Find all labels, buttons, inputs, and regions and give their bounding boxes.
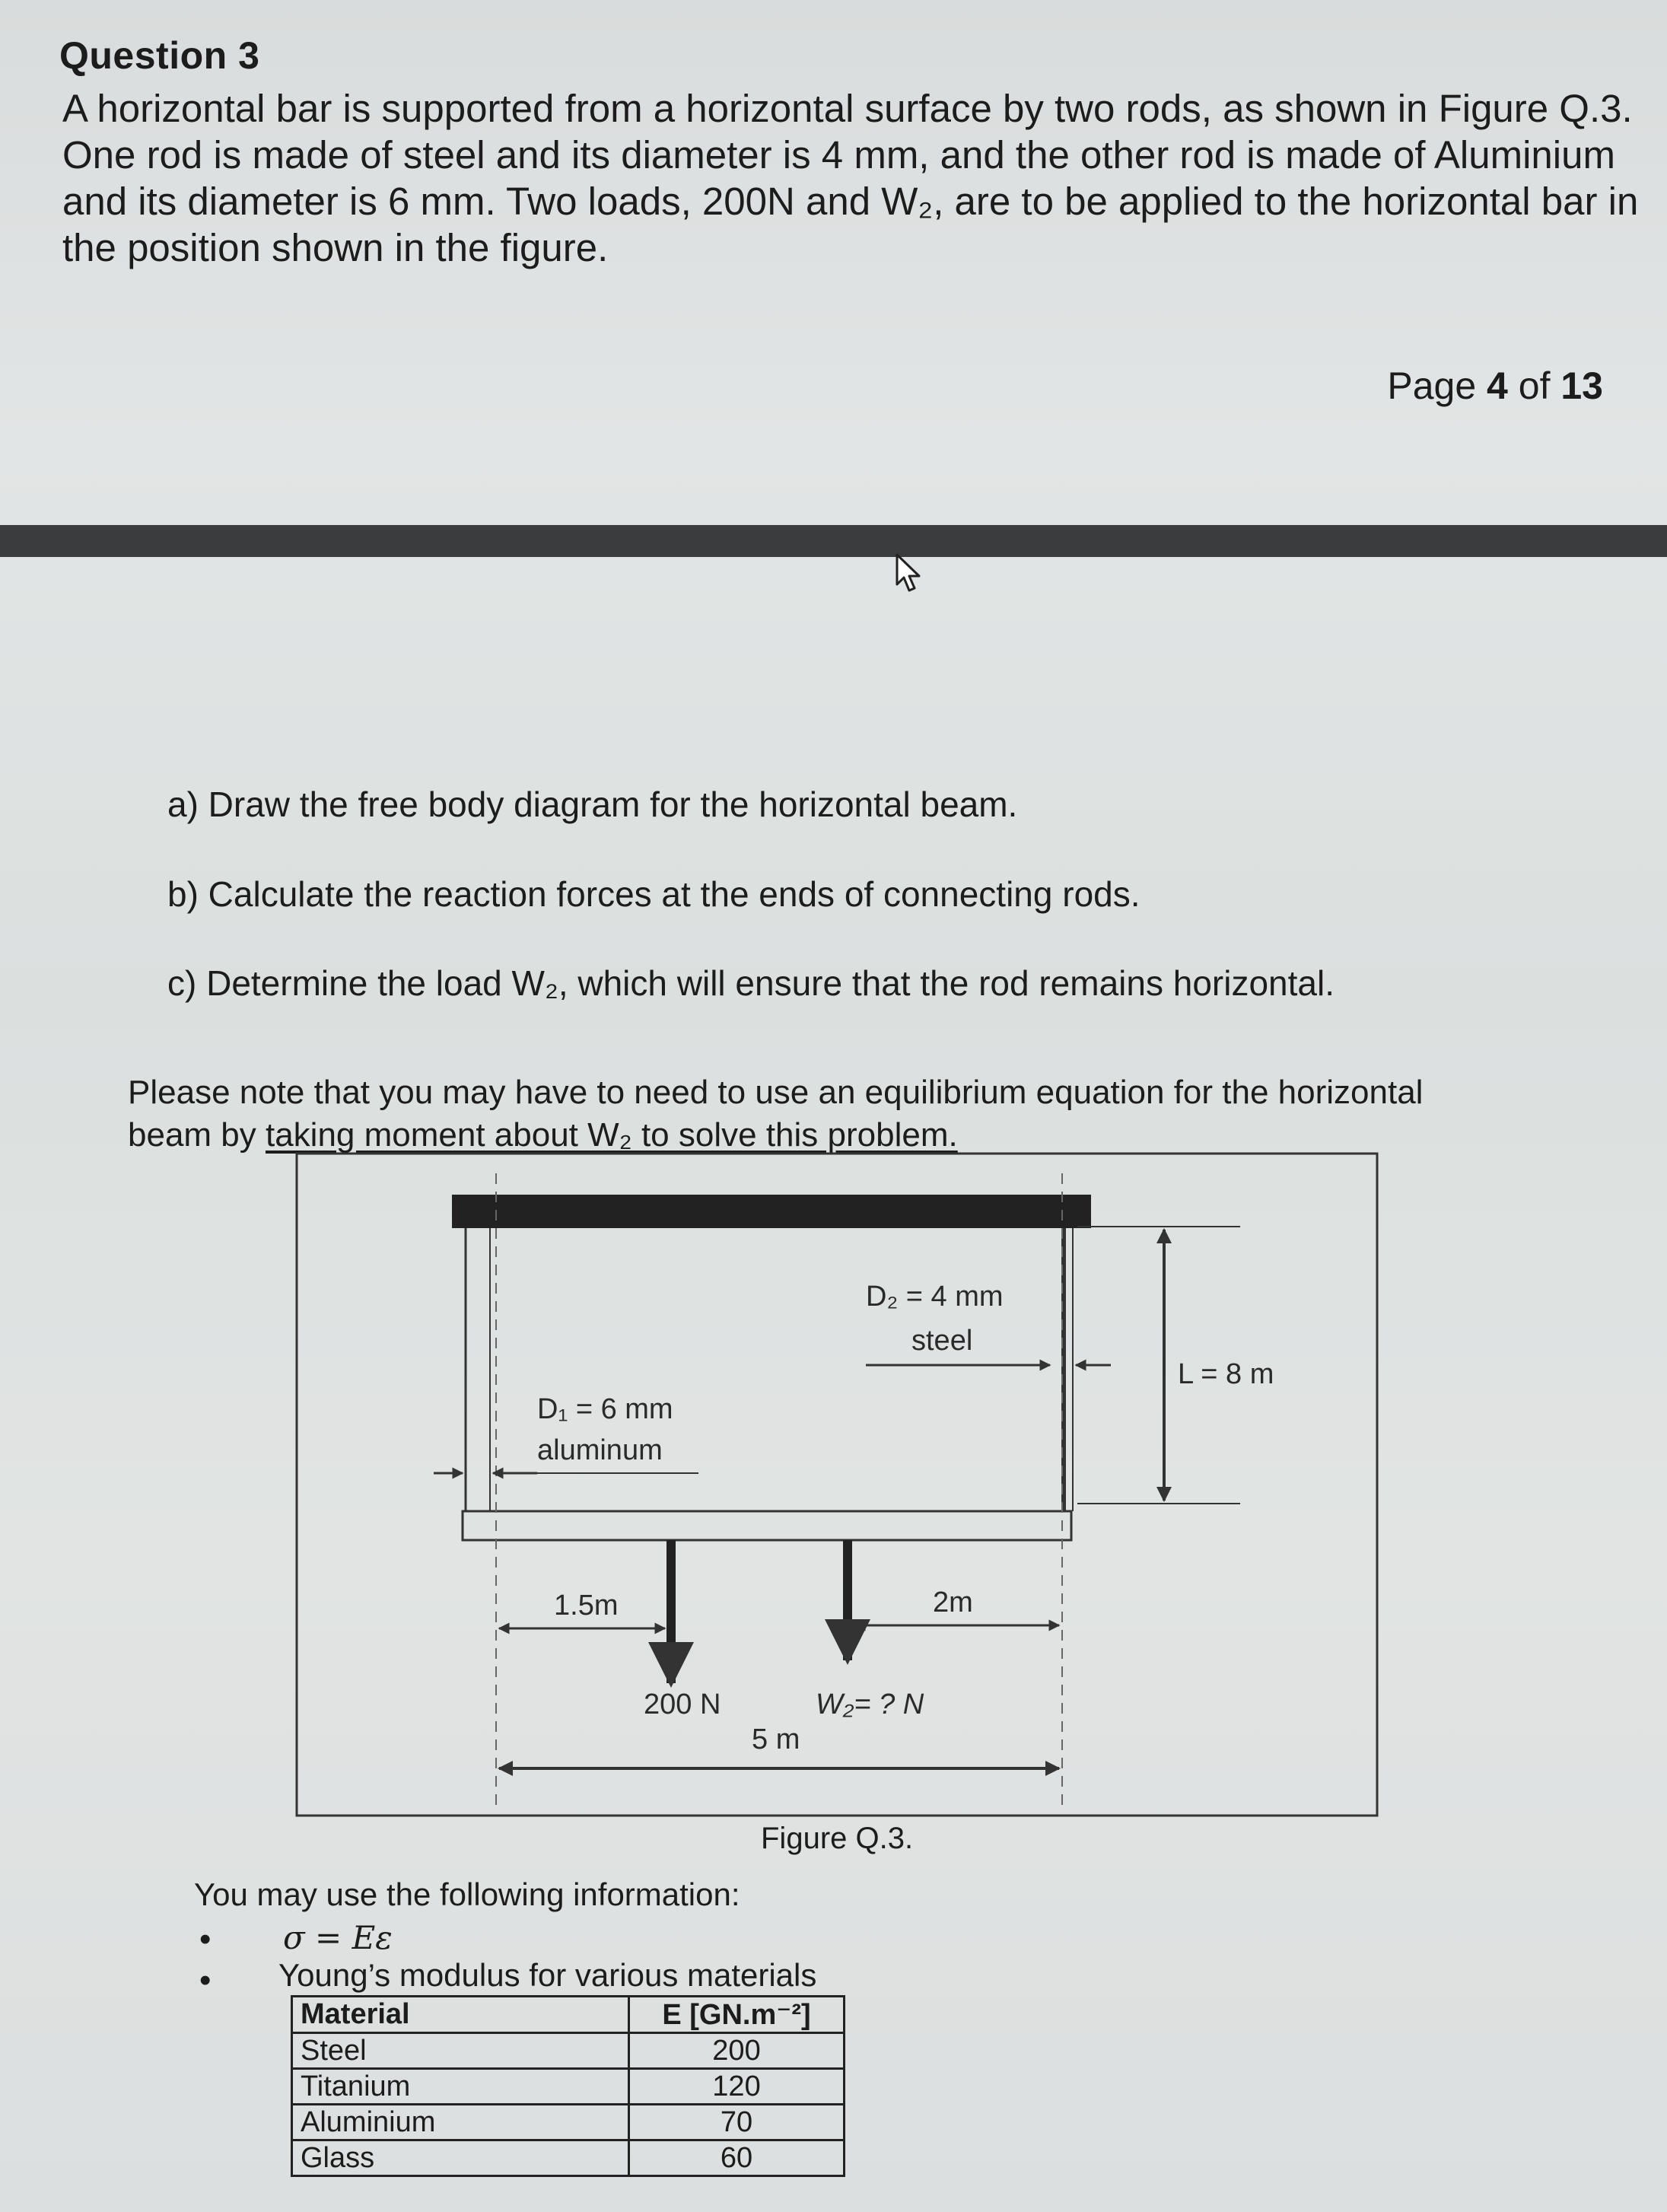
- bullet-dot: •: [199, 1962, 212, 1999]
- part-b: b) Calculate the reaction forces at the ends of connecting rods.: [167, 874, 1140, 914]
- mouse-pointer-icon: [895, 552, 925, 595]
- header-modulus: E [GN.m⁻²]: [629, 1997, 845, 2033]
- cell-material: Aluminium: [292, 2105, 629, 2140]
- cell-material: Titanium: [292, 2069, 629, 2105]
- support-surface: [452, 1195, 1091, 1228]
- figure-caption: Figure Q.3.: [761, 1822, 914, 1855]
- load-w2-label: W₂= ? N: [816, 1688, 924, 1720]
- page-current: 4: [1487, 364, 1508, 407]
- page-of: of: [1518, 364, 1551, 407]
- cell-modulus: 200: [629, 2033, 845, 2069]
- table-row: [292, 2140, 845, 2176]
- figure-q3: [289, 1151, 1400, 1820]
- note-line-2-plain: beam by: [128, 1116, 266, 1154]
- page-prefix: Page: [1387, 364, 1477, 407]
- dim-right-label: 2m: [933, 1587, 973, 1618]
- part-c: c) Determine the load W₂, which will ensure that the rod remains horizontal.: [167, 963, 1335, 1003]
- note-line-2-underlined: taking moment about W₂ to solve this problem.: [265, 1116, 958, 1154]
- cell-modulus: 120: [629, 2069, 845, 2105]
- page-divider: [0, 525, 1667, 557]
- cell-modulus: 70: [629, 2105, 845, 2140]
- d1-material: aluminum: [537, 1434, 663, 1466]
- d2-label: D₂ = 4 mm: [866, 1281, 1004, 1313]
- d2-material: steel: [911, 1325, 973, 1357]
- header-material: Material: [292, 1997, 629, 2033]
- cell-modulus: 60: [629, 2140, 845, 2176]
- equilibrium-note: [128, 1071, 1611, 1157]
- info-intro: You may use the following information:: [194, 1876, 740, 1912]
- cell-material: Steel: [292, 2033, 629, 2069]
- page-total: 13: [1560, 364, 1603, 407]
- table-row: [292, 2105, 845, 2140]
- youngs-modulus-table: [291, 1995, 845, 2177]
- d1-label: D₁ = 6 mm: [537, 1393, 673, 1425]
- table-row: [292, 2069, 845, 2105]
- length-label: L = 8 m: [1178, 1358, 1274, 1390]
- cell-material: Glass: [292, 2140, 629, 2176]
- youngs-title: Young’s modulus for various materials: [278, 1957, 817, 1993]
- bullet-dot: •: [199, 1921, 212, 1958]
- table-row: [292, 2033, 845, 2069]
- question-heading: Question 3: [59, 34, 260, 77]
- load-200n-label: 200 N: [644, 1688, 721, 1720]
- dim-total-label: 5 m: [752, 1723, 800, 1755]
- table-header-row: [292, 1997, 845, 2033]
- page-indicator: [1387, 364, 1603, 408]
- question-text: A horizontal bar is supported from a horizontal surface by two rods, as shown in Figure Q.3. One rod is made of steel and its diameter is 4 mm, and the other rod is made of Aluminium and its diameter is 6 mm. Two loads, 200N and W₂, are to be applied to the horizontal bar in the position shown in the figure.: [62, 87, 1639, 269]
- part-a: a) Draw the free body diagram for the horizontal beam.: [167, 785, 1018, 824]
- stress-formula: σ = Eε: [283, 1919, 393, 1956]
- note-line-1: Please note that you may have to need to use an equilibrium equation for the horizontal: [128, 1074, 1424, 1111]
- horizontal-bar: [463, 1511, 1071, 1540]
- dim-left-label: 1.5m: [554, 1590, 619, 1622]
